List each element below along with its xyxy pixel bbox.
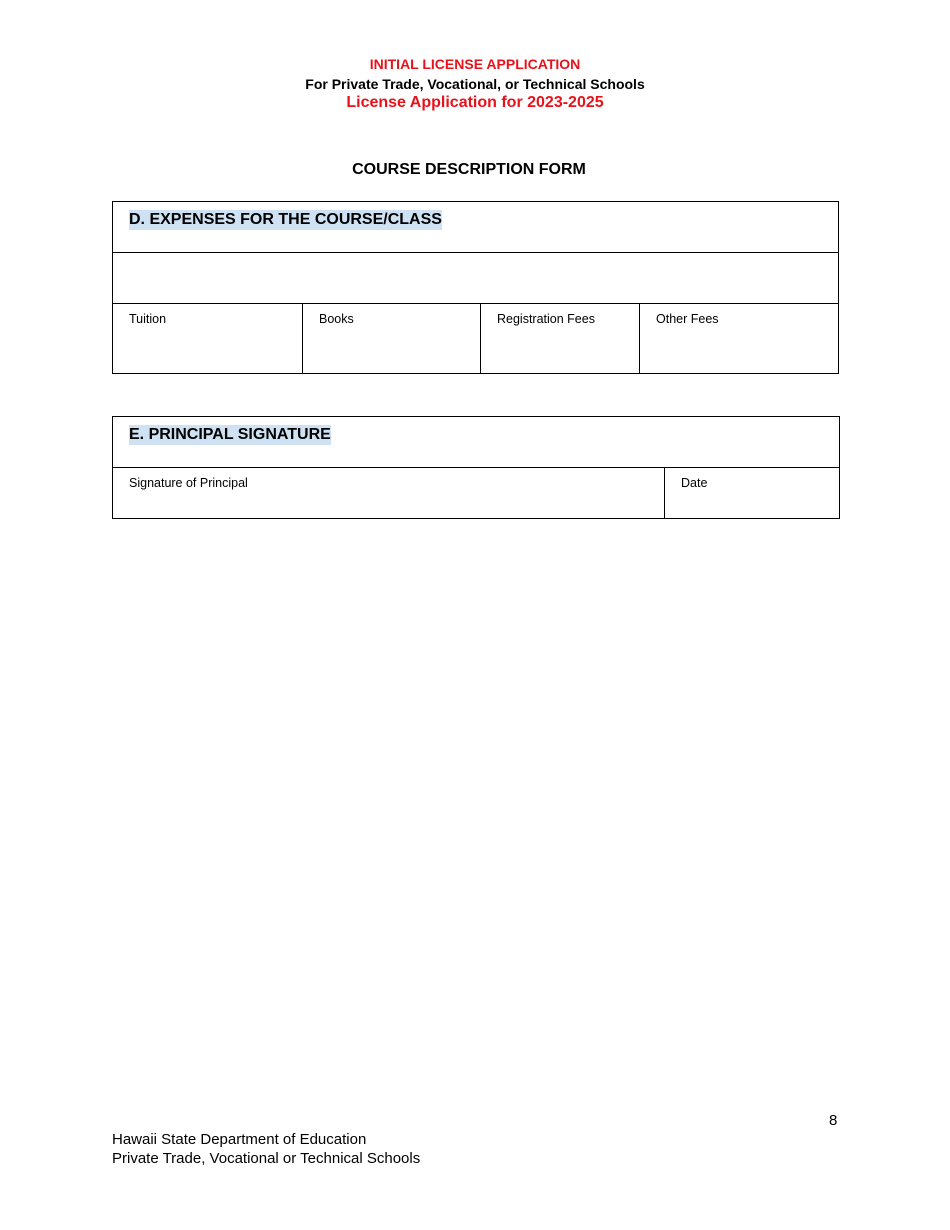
expenses-description-field[interactable] (113, 253, 839, 304)
books-label: Books (319, 312, 354, 326)
principal-signature-field[interactable] (113, 468, 665, 519)
principal-signature-label: Signature of Principal (129, 476, 248, 490)
header-title: INITIAL LICENSE APPLICATION (369, 56, 581, 72)
expenses-section-header (113, 202, 839, 253)
other-fees-field[interactable] (640, 304, 839, 374)
books-field[interactable] (303, 304, 481, 374)
date-field[interactable] (665, 468, 840, 519)
signature-section-header (113, 417, 840, 468)
page-number: 8 (829, 1112, 838, 1129)
principal-signature-table (112, 416, 840, 519)
date-label: Date (681, 476, 708, 490)
footer-program: Private Trade, Vocational or Technical Schools (112, 1150, 421, 1167)
registration-fees-field[interactable] (481, 304, 640, 374)
signature-section-title: E. PRINCIPAL SIGNATURE (129, 426, 331, 443)
expenses-table (112, 201, 839, 374)
footer-department: Hawaii State Department of Education (112, 1131, 367, 1148)
tuition-field[interactable] (113, 304, 303, 374)
registration-fees-label: Registration Fees (497, 312, 595, 326)
expenses-section-title: D. EXPENSES FOR THE COURSE/CLASS (129, 211, 442, 228)
header-license-period: License Application for 2023-2025 (346, 94, 604, 111)
header-subtitle: For Private Trade, Vocational, or Technical Schools (305, 76, 645, 92)
other-fees-label: Other Fees (656, 312, 719, 326)
tuition-label: Tuition (129, 312, 167, 326)
form-title: COURSE DESCRIPTION FORM (352, 161, 586, 178)
